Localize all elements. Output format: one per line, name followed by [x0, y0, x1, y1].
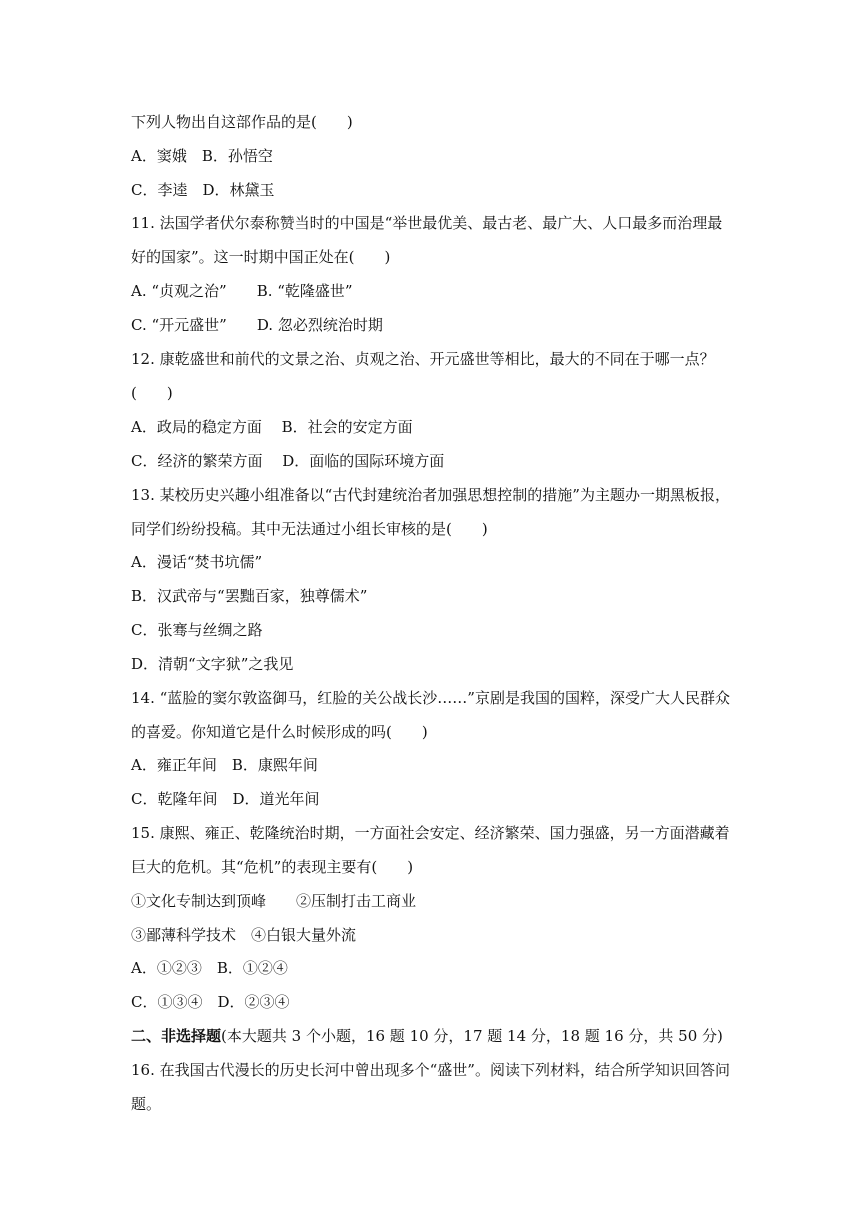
section-header [131, 1026, 723, 1046]
q10-options-ab: A．窦娥 B．孙悟空 [131, 147, 273, 165]
q15-stem-line1: 15. 康熙、雍正、乾隆统治时期，一方面社会安定、经济繁荣、国力强盛，另一方面潜藏着 [131, 824, 730, 842]
q14-stem-line1: 14. “蓝脸的窦尔敦盗御马，红脸的关公战长沙……”京剧是我国的国粹，深受广大人民群众 [131, 689, 730, 707]
q15-stem-line2: 巨大的危机。其“危机”的表现主要有( ) [131, 858, 414, 876]
q15-options-ab: A．①②③ B．①②④ [131, 959, 288, 977]
q12-stem-line1: 12. 康乾盛世和前代的文景之治、贞观之治、开元盛世等相比，最大的不同在于哪一点？ [131, 350, 715, 368]
q15-options-cd: C．①③④ D．②③④ [131, 993, 290, 1011]
q13-option-b: B．汉武帝与“罢黜百家，独尊儒术” [131, 587, 368, 605]
q14-options-cd: C．乾隆年间 D．道光年间 [131, 790, 320, 808]
q15-items-12: ①文化专制达到顶峰 ②压制打击工商业 [131, 892, 417, 910]
q13-option-a: A．漫话“焚书坑儒” [131, 553, 263, 571]
q13-stem-line2: 同学们纷纷投稿。其中无法通过小组长审核的是( ) [131, 520, 488, 538]
q12-options-cd: C．经济的繁荣方面 D．面临的国际环境方面 [131, 452, 445, 470]
q11-stem-line1: 11. 法国学者伏尔泰称赞当时的中国是“举世最优美、最古老、最广大、人口最多而治理最 [131, 214, 723, 232]
q13-option-d: D．清朝“文字狱”之我见 [131, 655, 294, 673]
q14-options-ab: A．雍正年间 B．康熙年间 [131, 756, 318, 774]
section-heading: 二、非选择题 [131, 1027, 222, 1045]
q12-stem-line2: ( ) [131, 384, 173, 402]
q16-stem-line2: 题。 [131, 1095, 162, 1113]
q16-stem-line1: 16. 在我国古代漫长的历史长河中曾出现多个“盛世”。阅读下列材料，结合所学知识回答问 [131, 1061, 730, 1079]
q13-option-c: C．张骞与丝绸之路 [131, 621, 263, 639]
q11-stem-line2: 好的国家”。这一时期中国正处在( ) [131, 248, 391, 266]
q10-options-cd: C．李逵 D．林黛玉 [131, 181, 275, 199]
q15-items-34: ③鄙薄科学技术 ④白银大量外流 [131, 926, 357, 944]
q13-stem-line1: 13. 某校历史兴趣小组准备以“古代封建统治者加强思想控制的措施”为主题办一期黑板报， [131, 486, 730, 504]
q12-options-ab: A．政局的稳定方面 B．社会的安定方面 [131, 418, 413, 436]
q11-options-ab: A. “贞观之治” B. “乾隆盛世” [131, 282, 353, 300]
section-note: (本大题共 3 个小题，16 题 10 分，17 题 14 分，18 题 16 分，共 50 分) [221, 1027, 723, 1045]
q10-stem-continuation: 下列人物出自这部作品的是( ) [131, 113, 353, 131]
q11-options-cd: C. “开元盛世” D. 忽必烈统治时期 [131, 316, 383, 334]
q14-stem-line2: 的喜爱。你知道它是什么时候形成的吗( ) [131, 723, 428, 741]
